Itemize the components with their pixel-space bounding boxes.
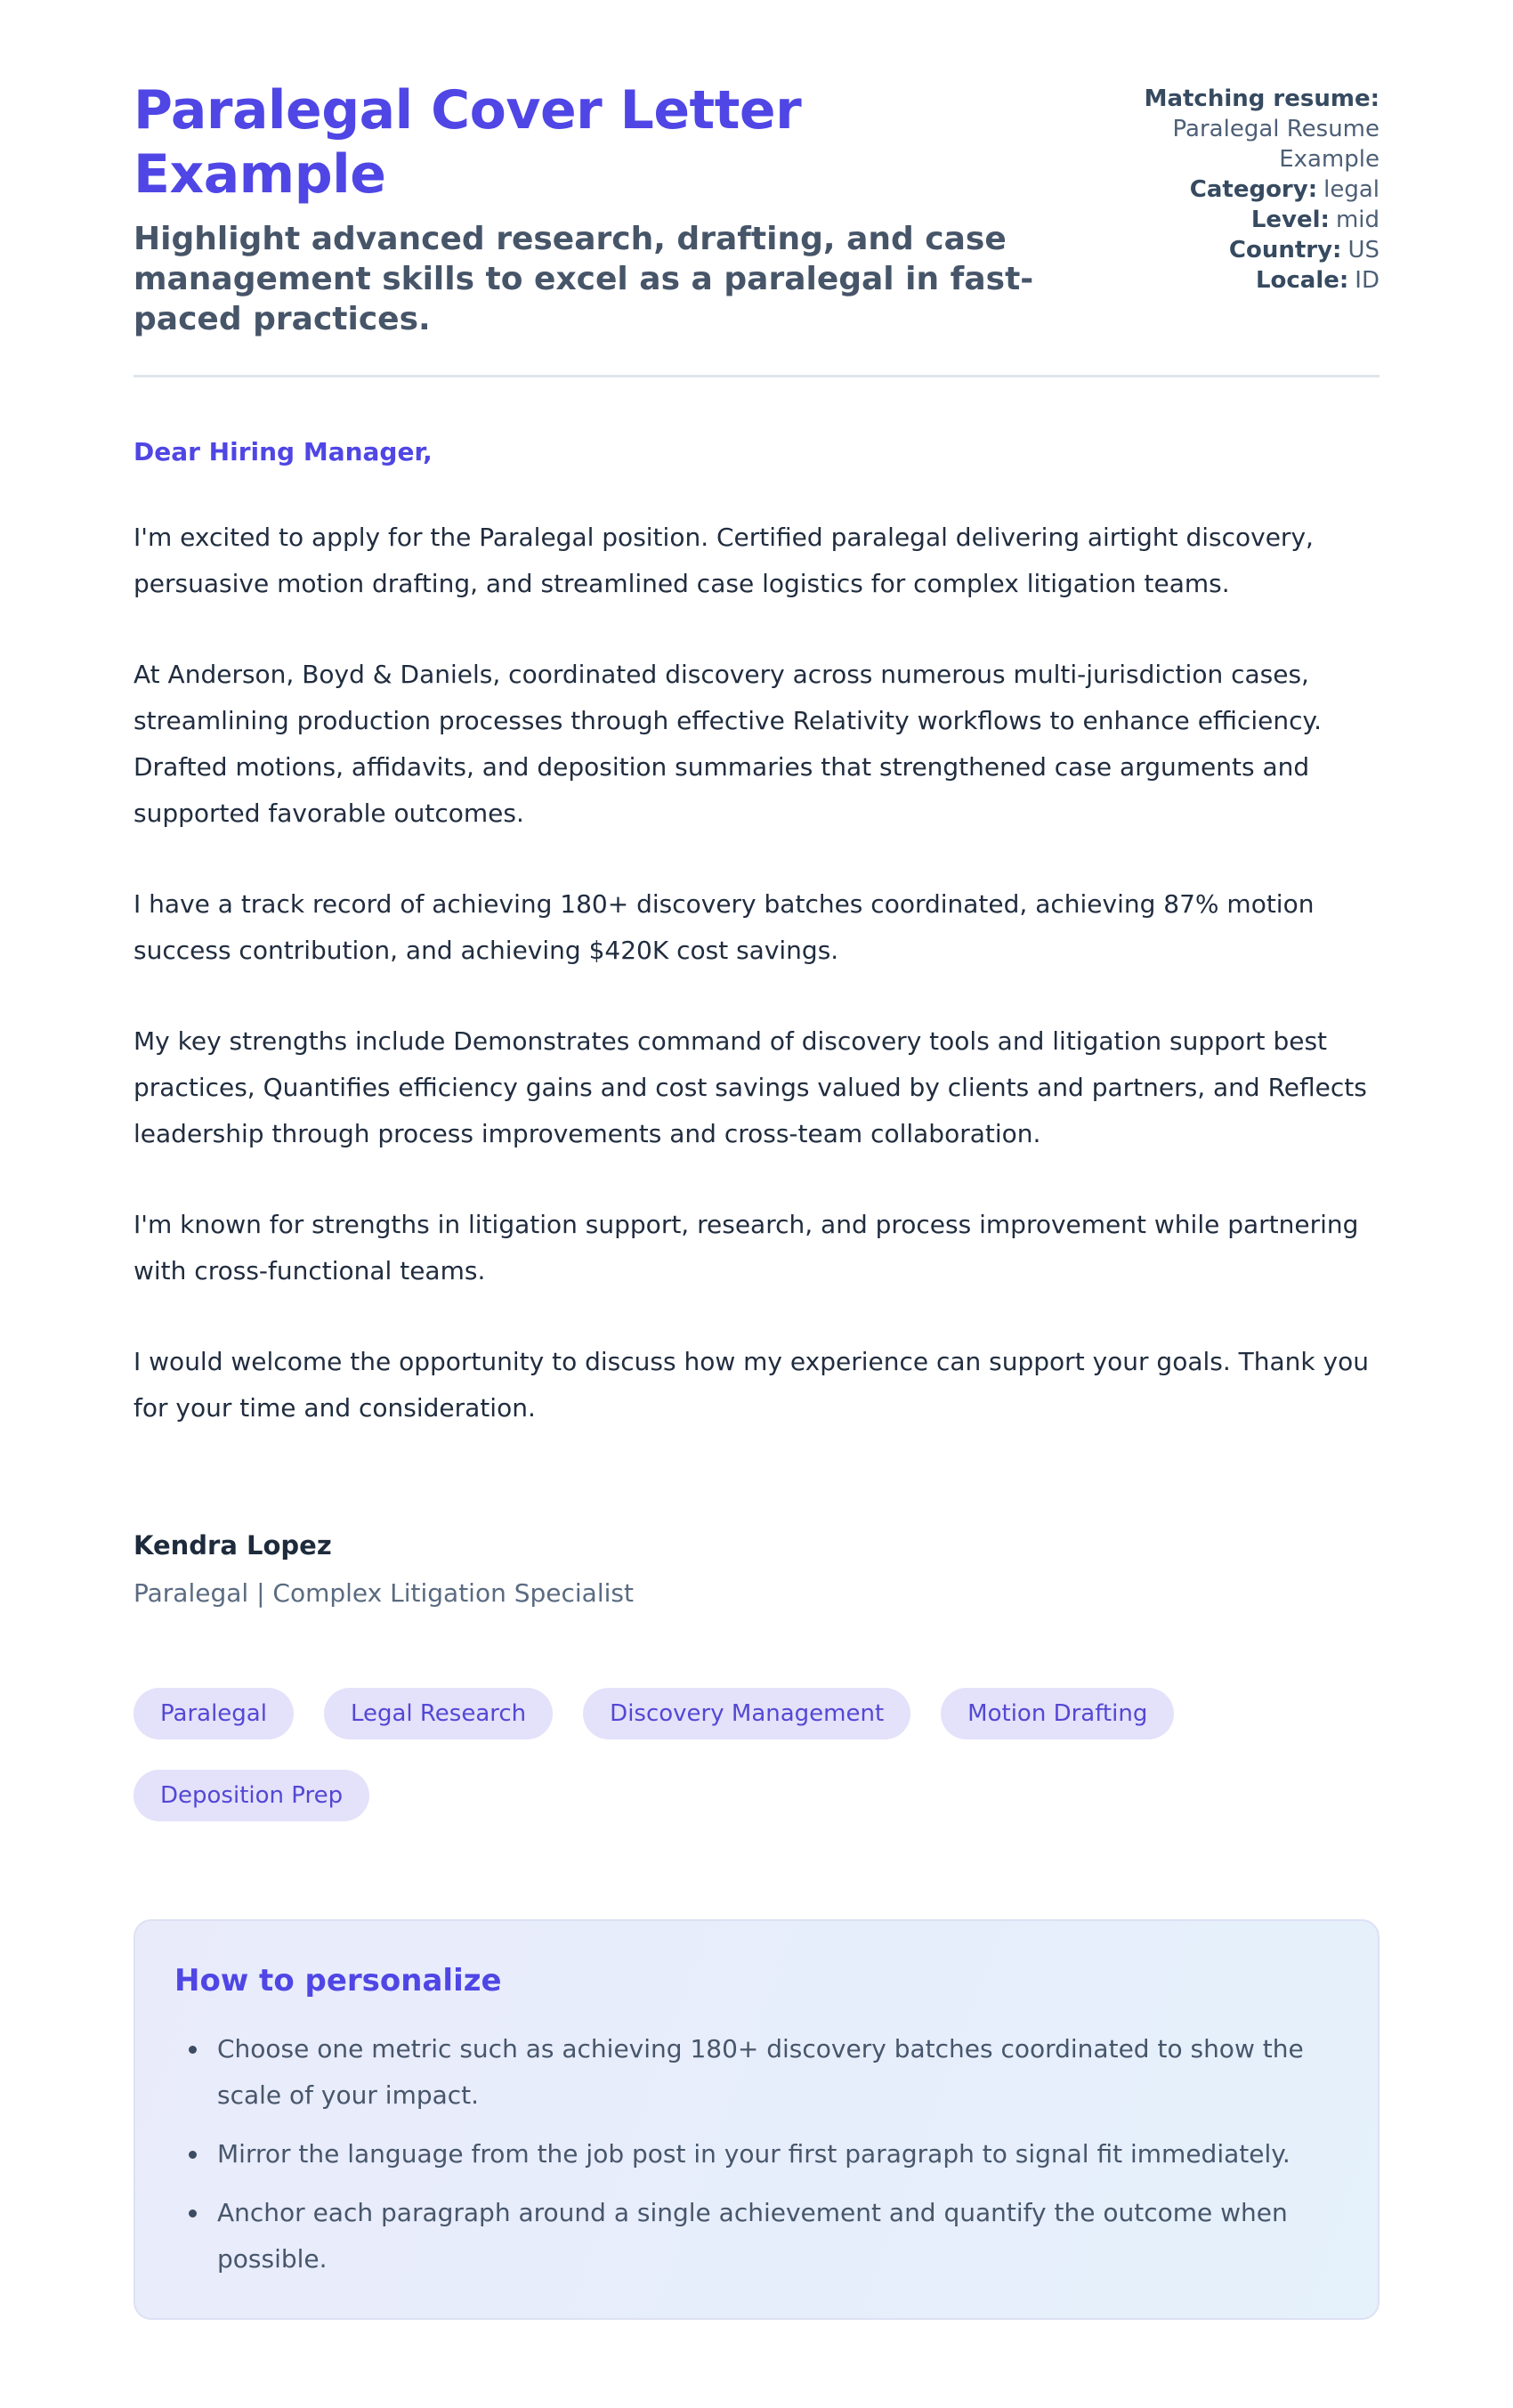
page-title: Paralegal Cover Letter Example xyxy=(134,79,802,206)
skill-tag: Discovery Management xyxy=(583,1688,910,1739)
cover-letter-body xyxy=(134,429,1380,1431)
skill-tag: Paralegal xyxy=(134,1688,294,1739)
resume-meta-panel xyxy=(1137,78,1380,296)
signature-name: Kendra Lopez xyxy=(134,1530,332,1561)
meta-level-label: Level: xyxy=(1250,207,1330,233)
header-title-block xyxy=(134,78,1059,339)
matching-resume-label xyxy=(1137,84,1380,114)
how-to-personalize-title: How to personalize xyxy=(174,1963,502,1999)
skill-tag: Deposition Prep xyxy=(134,1770,369,1821)
meta-category-label: Category: xyxy=(1189,176,1318,203)
skill-tag: Legal Research xyxy=(324,1688,553,1739)
letter-paragraph: I'm excited to apply for the Paralegal position. Certified paralegal delivering airtight discovery, persuasive motion drafting, and streamlined case logistics for complex litigation teams. xyxy=(134,523,1314,598)
meta-country-value: US xyxy=(1347,237,1380,264)
matching-resume-label-text: Matching resume: xyxy=(1144,85,1380,112)
signature-block xyxy=(134,1528,1380,1613)
letter-paragraph: I'm known for strengths in litigation support, research, and process improvement while partnering with cross-functional teams. xyxy=(134,1210,1359,1285)
letter-paragraph: I have a track record of achieving 180+ discovery batches coordinated, achieving 87% motion success contribution, and achieving $420K cost savings. xyxy=(134,889,1315,965)
personalize-tip: • Anchor each paragraph around a single achievement and quantify the outcome when possible. xyxy=(210,2190,1339,2282)
meta-row-category xyxy=(1137,174,1380,205)
meta-locale-label: Locale: xyxy=(1255,267,1349,294)
meta-row-level xyxy=(1137,205,1380,235)
personalize-tip: • Choose one metric such as achieving 180+ discovery batches coordinated to show the scale of your impact. xyxy=(210,2026,1339,2119)
meta-level-value: mid xyxy=(1335,207,1380,233)
signature-role: Paralegal | Complex Litigation Specialist xyxy=(134,1578,634,1608)
page-header xyxy=(134,78,1380,339)
letter-paragraph: I would welcome the opportunity to discuss how my experience can support your goals. Thank you for your time and consideration. xyxy=(134,1347,1369,1423)
letter-greeting: Dear Hiring Manager, xyxy=(134,437,433,466)
meta-row-locale xyxy=(1137,265,1380,296)
meta-locale-value: ID xyxy=(1355,267,1380,294)
header-divider xyxy=(134,375,1380,377)
skill-tag: Motion Drafting xyxy=(941,1688,1174,1739)
letter-paragraph: At Anderson, Boyd & Daniels, coordinated discovery across numerous multi-jurisdiction cases, streamlining production processes through effective Relativity workflows to enhance efficiency. Drafted motions, affidavits, and deposition summaries that strengthened case arguments and supported favorable outcomes. xyxy=(134,660,1323,828)
skill-tags xyxy=(134,1688,1380,1821)
personalize-tip: • Mirror the language from the job post in your first paragraph to signal fit immediately. xyxy=(210,2131,1339,2177)
meta-row-country xyxy=(1137,235,1380,265)
meta-country-label: Country: xyxy=(1228,237,1342,264)
how-to-personalize-card xyxy=(134,1919,1380,2320)
letter-paragraph: My key strengths include Demonstrates command of discovery tools and litigation support best practices, Quantifies efficiency gains and cost savings valued by clients and partners, and Reflects leadership through process improvements and cross-team collaboration. xyxy=(134,1026,1367,1148)
personalize-tips-list xyxy=(174,2026,1339,2282)
page-subtitle: Highlight advanced research, drafting, and case management skills to excel as a paralegal in fast-paced practices. xyxy=(134,221,1034,337)
meta-category-value: legal xyxy=(1323,176,1380,203)
matching-resume-value: Paralegal Resume Example xyxy=(1172,116,1380,173)
